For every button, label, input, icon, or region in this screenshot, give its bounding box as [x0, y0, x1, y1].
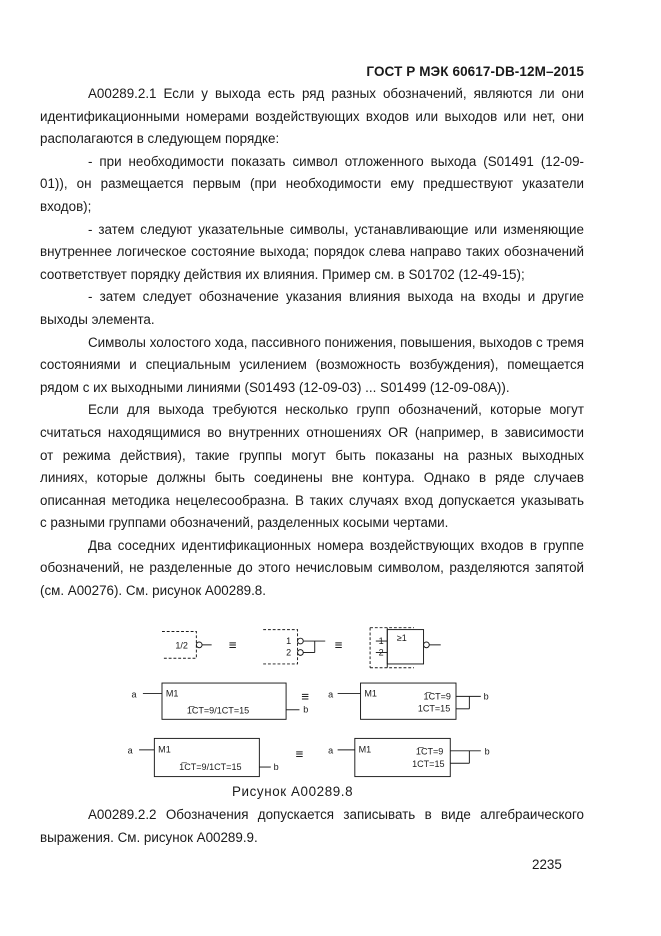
figure-label: a — [127, 745, 133, 756]
figure-label: M1 — [158, 744, 171, 755]
text-line: A00289.2.1 Если у выхода есть ряд разных обозначений, являются ли они — [88, 86, 584, 101]
text-line: от режима действия), такие группы могут быть показаны на разных выходных — [40, 447, 584, 463]
figure-label: 1̅CT=9 — [415, 746, 444, 757]
figure-label: ≥1 — [396, 633, 407, 644]
page-number: 2235 — [532, 857, 562, 872]
text-line: рядом с их выходными линиями (S01493 (12-09-03) ... S01499 (12-09-08A)). — [40, 379, 510, 395]
body-text — [40, 83, 584, 603]
text-line: (см. A00276). См. рисунок A00289.8. — [40, 583, 266, 599]
figure-label: b — [483, 691, 489, 702]
body-text-after — [40, 804, 584, 849]
text-line: Символы холостого хода, пассивного понижения, повышения, выходов с тремя — [88, 334, 584, 350]
text-line: выражения. См. рисунок A00289.9. — [40, 829, 258, 845]
equivalence-sign: ≡ — [228, 637, 237, 653]
text-line: A00289.2.2 Обозначения допускается записывать в виде алгебраического — [88, 807, 584, 822]
figure-label: 1 — [286, 635, 292, 646]
figure-label: M1 — [165, 688, 179, 699]
text-line: выходы элемента. — [40, 311, 155, 327]
figure-label: a — [328, 745, 334, 756]
text-line: состояниями и специальным усилением (возможность возбуждения), помещается — [40, 357, 584, 373]
figure-label: 2 — [378, 647, 384, 658]
text-line: - при необходимости показать символ отложенного выхода (S01491 (12-09- — [88, 153, 584, 169]
text-line: 01)), он размещается первым (при необходимости ему предшествуют указатели — [40, 176, 584, 192]
figure-label: M1 — [364, 688, 377, 699]
text-line: описанная методика нецелесообразна. В таких случаях вход допускается указывать — [40, 492, 584, 508]
figure-label: 1̅CT=9/1CT=15 — [186, 705, 250, 716]
figure-label: b — [484, 746, 490, 757]
text-line: Два соседних идентификационных номера воздействующих входов в группе — [88, 537, 584, 553]
figure-label: 2 — [286, 647, 292, 658]
figure-label: 1CT=15 — [417, 703, 451, 714]
text-line: с разными группами обозначений, разделенных косыми чертами. — [40, 515, 449, 531]
text-line: Если для выхода требуются несколько групп обозначений, которые могут — [88, 402, 584, 418]
figure-label: 1CT=15 — [412, 759, 445, 770]
figure-label: 1̅CT=9 — [423, 691, 451, 702]
figure-caption: Рисунок A00289.8 — [232, 784, 354, 799]
text-line: обозначений, не разделенные до этого нечисловым символом, разделяются запятой — [40, 560, 584, 576]
equivalence-sign: ≡ — [334, 637, 343, 653]
text-line: располагаются в следующем порядке: — [40, 131, 280, 147]
text-line: линиях, которые должны быть соединены вне контура. Однако в ряде случаев — [40, 470, 584, 486]
text-line: входов); — [40, 198, 92, 214]
figure-label: b — [273, 761, 279, 772]
figure-label: M1 — [358, 744, 372, 755]
text-line: соответствует порядку действия их влияния. Пример см. в S01702 (12-49-15); — [40, 266, 525, 282]
text-line: считаться находящимися во внутренних отношениях OR (например, в зависимости — [40, 424, 584, 440]
text-line: идентификационными номерами воздействующих входов или выходов или нет, они — [40, 108, 584, 124]
text-line: - затем следует обозначение указания влияния выхода на входы и другие — [88, 289, 584, 305]
figure-label: 1 — [378, 635, 384, 646]
text-line: - затем следуют указательные символы, устанавливающие или изменяющие — [88, 221, 584, 237]
figure-label: 1/2 — [175, 640, 188, 651]
figure-label: b — [303, 704, 309, 715]
equivalence-sign: ≡ — [301, 689, 310, 705]
document-header: ГОСТ Р МЭК 60617-DB-12M–2015 — [366, 64, 584, 79]
figure-label: a — [131, 689, 137, 700]
figure-label: a — [328, 689, 334, 700]
equivalence-sign: ≡ — [295, 746, 304, 762]
figure-label: 1̅CT=9/1CT=15 — [179, 761, 242, 772]
text-line: внутреннее логическое состояние выхода; порядок слева направо таких обозначений — [40, 244, 584, 260]
logic-symbol-figure — [120, 615, 540, 795]
